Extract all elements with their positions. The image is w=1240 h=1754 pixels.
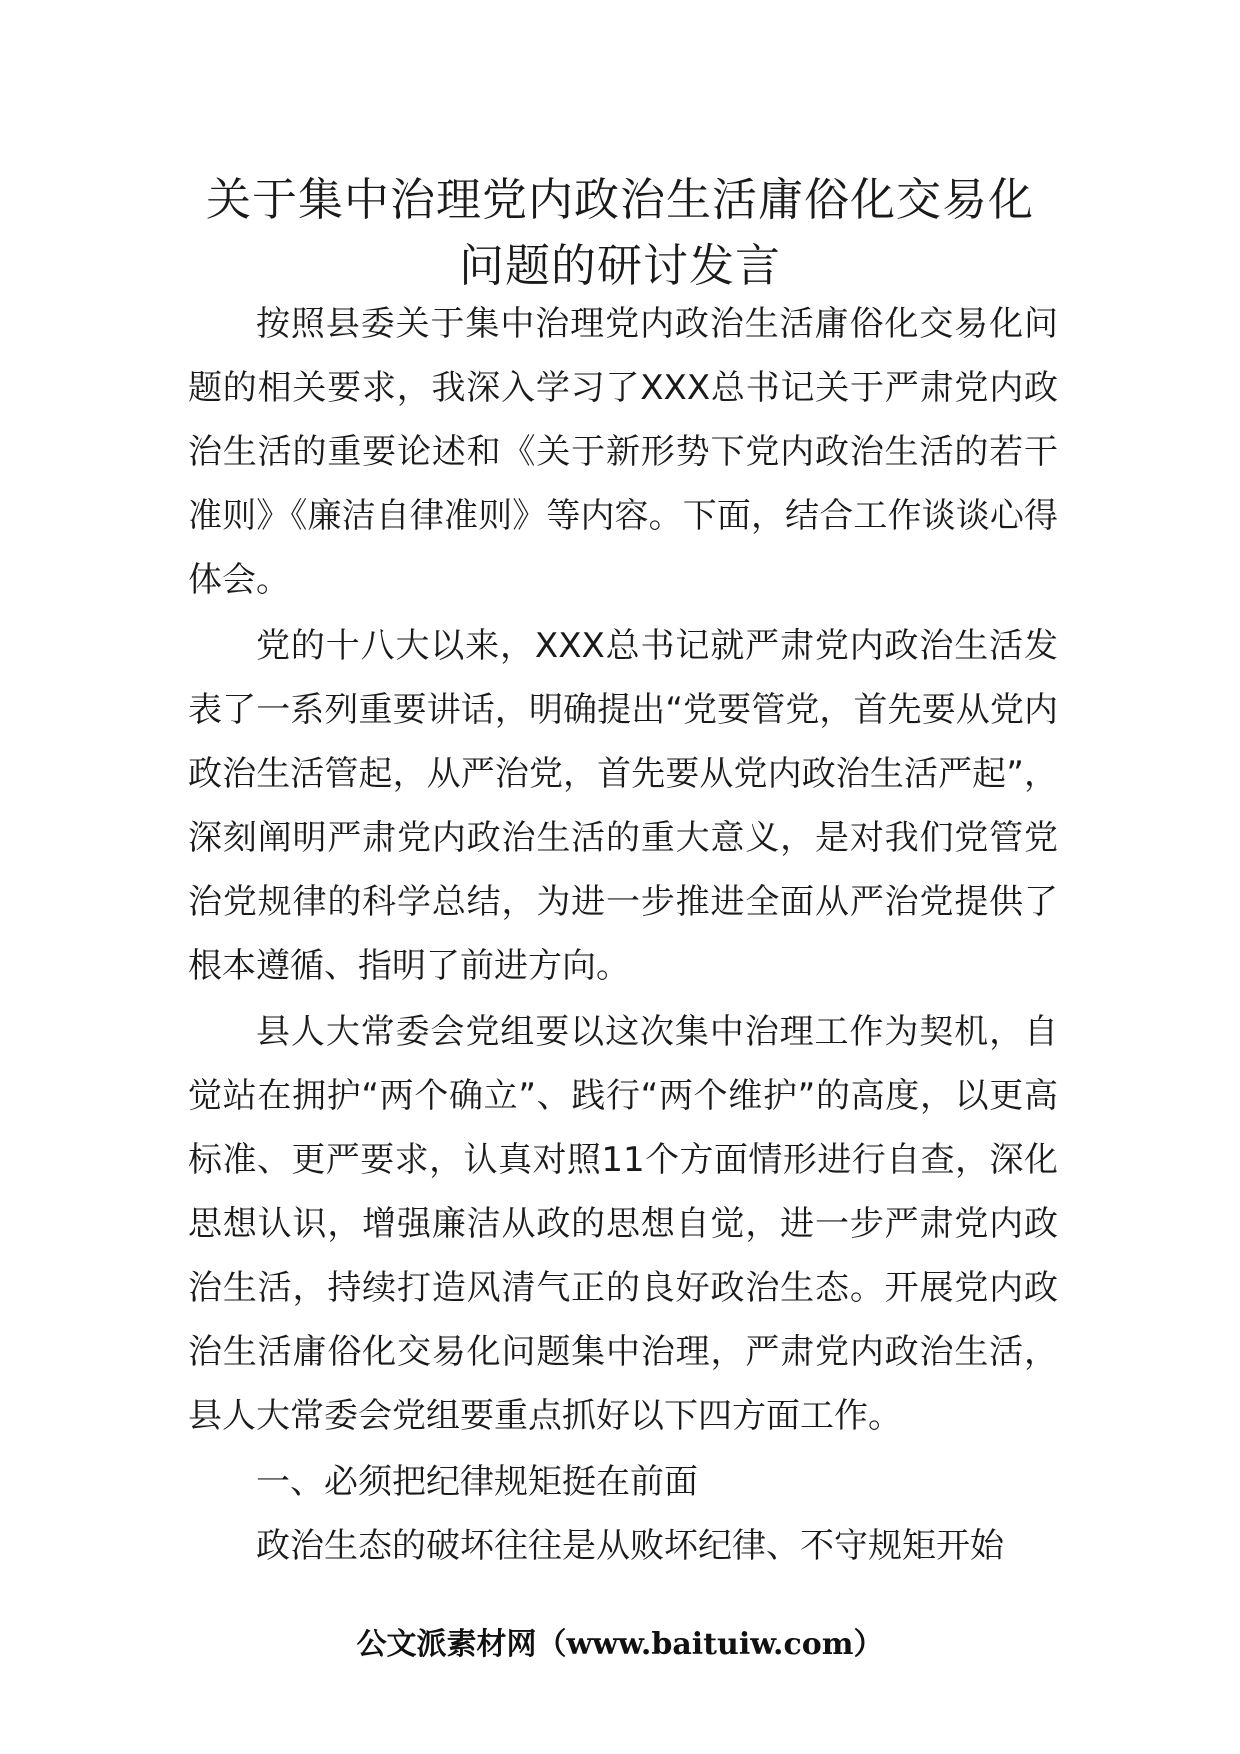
paragraph-1: 按照县委关于集中治理党内政治生活庸俗化交易化问题的相关要求，我深入学习了XXX总书记关于严肃党内政治生活的重要论述和《关于新形势下党内政治生活的若干准则》《廉洁自律准则》等内容。下面，结合工作谈谈心得体会。 bbox=[188, 304, 1058, 600]
section-heading-1: 一、必须把纪律规矩挺在前面 bbox=[256, 1462, 698, 1502]
document-title-line-2: 问题的研讨发言 bbox=[458, 239, 781, 292]
document-body bbox=[188, 292, 1058, 1580]
paragraph-4: 政治生态的破坏往往是从败坏纪律、不守规矩开始 bbox=[256, 1526, 1004, 1566]
document-title-line-1: 关于集中治理党内政治生活庸俗化交易化 bbox=[205, 173, 1034, 226]
paragraph-2: 党的十八大以来，XXX总书记就严肃党内政治生活发表了一系列重要讲话，明确提出“党要管党，首先要从党内政治生活管起，从严治党，首先要从党内政治生活严起”，深刻阐明严肃党内政治生活的重大意义，是对我们党管党治党规律的科学总结，为进一步推进全面从严治党提供了根本遵循、指明了前进方向。 bbox=[188, 626, 1058, 986]
paragraph-3: 县人大常委会党组要以这次集中治理工作为契机，自觉站在拥护“两个确立”、践行“两个维护”的高度，以更高标准、更严要求，认真对照11个方面情形进行自查，深化思想认识，增强廉洁从政的思想自觉，进一步严肃党内政治生活，持续打造风清气正的良好政治生态。开展党内政治生活庸俗化交易化问题集中治理，严肃党内政治生活，县人大常委会党组要重点抓好以下四方面工作。 bbox=[188, 1012, 1058, 1436]
footer-watermark: 公文派素材网（www.baituiw.com） bbox=[356, 1627, 884, 1662]
